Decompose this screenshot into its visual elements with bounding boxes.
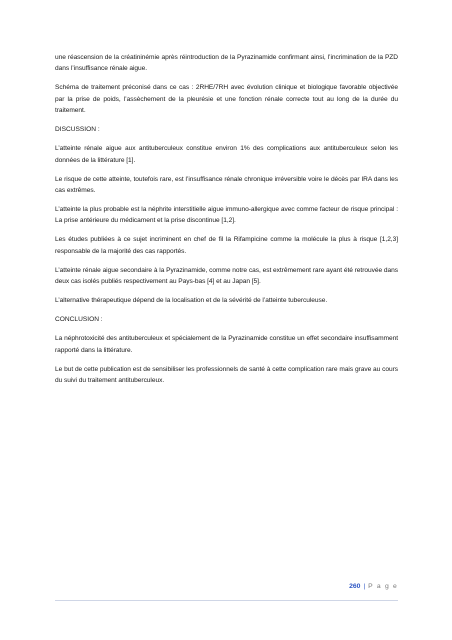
page-number: 260 [349,583,361,590]
paragraph: L’alternative thérapeutique dépend de la localisation et de la sévérité de l’atteinte tuberculeuse. [55,297,328,305]
paragraph: Schéma de traitement préconisé dans ce cas : 2RHE/7RH avec évolution clinique et biologique favorable objectivée par la prise de poids, l’assèchement de la pleurésie et une fonction rénale correcte tout au long de la durée du traitement. [55,84,398,115]
paragraph: Les études publiées à ce sujet incriminent en chef de fil la Rifampicine comme la molécule la plus à risque [1,2,3] responsable de la majorité des cas rapportés. [55,236,398,255]
paragraph: une réascension de la créatininémie après réintroduction de la Pyrazinamide confirmant ainsi, l’incrimination de la PZD dans l’insuffisance rénale aigue. [55,54,398,73]
paragraph: L’atteinte rénale aigue aux antituberculeux constitue environ 1% des complications aux antituberculeux selon les données de la littérature [1]. [55,145,398,164]
paragraph: L’atteinte rénale aigue secondaire à la Pyrazinamide, comme notre cas, est extrêmement rare ayant été retrouvée dans deux cas isolés publiés respectivement au Pays-bas [4] et au Japan [5]. [55,266,398,286]
paragraph: Le risque de cette atteinte, toutefois rare, est l’insuffisance rénale chronique irréversible voire le décès par IRA dans les cas extrêmes. [55,175,398,195]
section-heading-conclusion: CONCLUSION : [55,316,103,324]
section-heading-discussion: DISCUSSION : [55,126,100,134]
page-footer [55,582,398,601]
page-word: P a g e [368,583,398,590]
page-separator: | [363,583,366,590]
page-number-label [349,583,398,590]
page-body [55,52,398,394]
paragraph: La néphrotoxicité des antituberculeux et spécialement de la Pyrazinamide constitue un effet secondaire insuffisamment rapporté dans la littérature. [55,335,398,354]
paragraph: L’atteinte la plus probable est la néphrite interstitielle aigue immuno-allergique avec comme facteur de risque principal : La prise antérieure du médicament et la prise discontinue [1,2]. [55,206,398,225]
paragraph: Le but de cette publication est de sensibiliser les professionnels de santé à cette complication rare mais grave au cours du suivi du traitement antituberculeux. [55,365,398,385]
